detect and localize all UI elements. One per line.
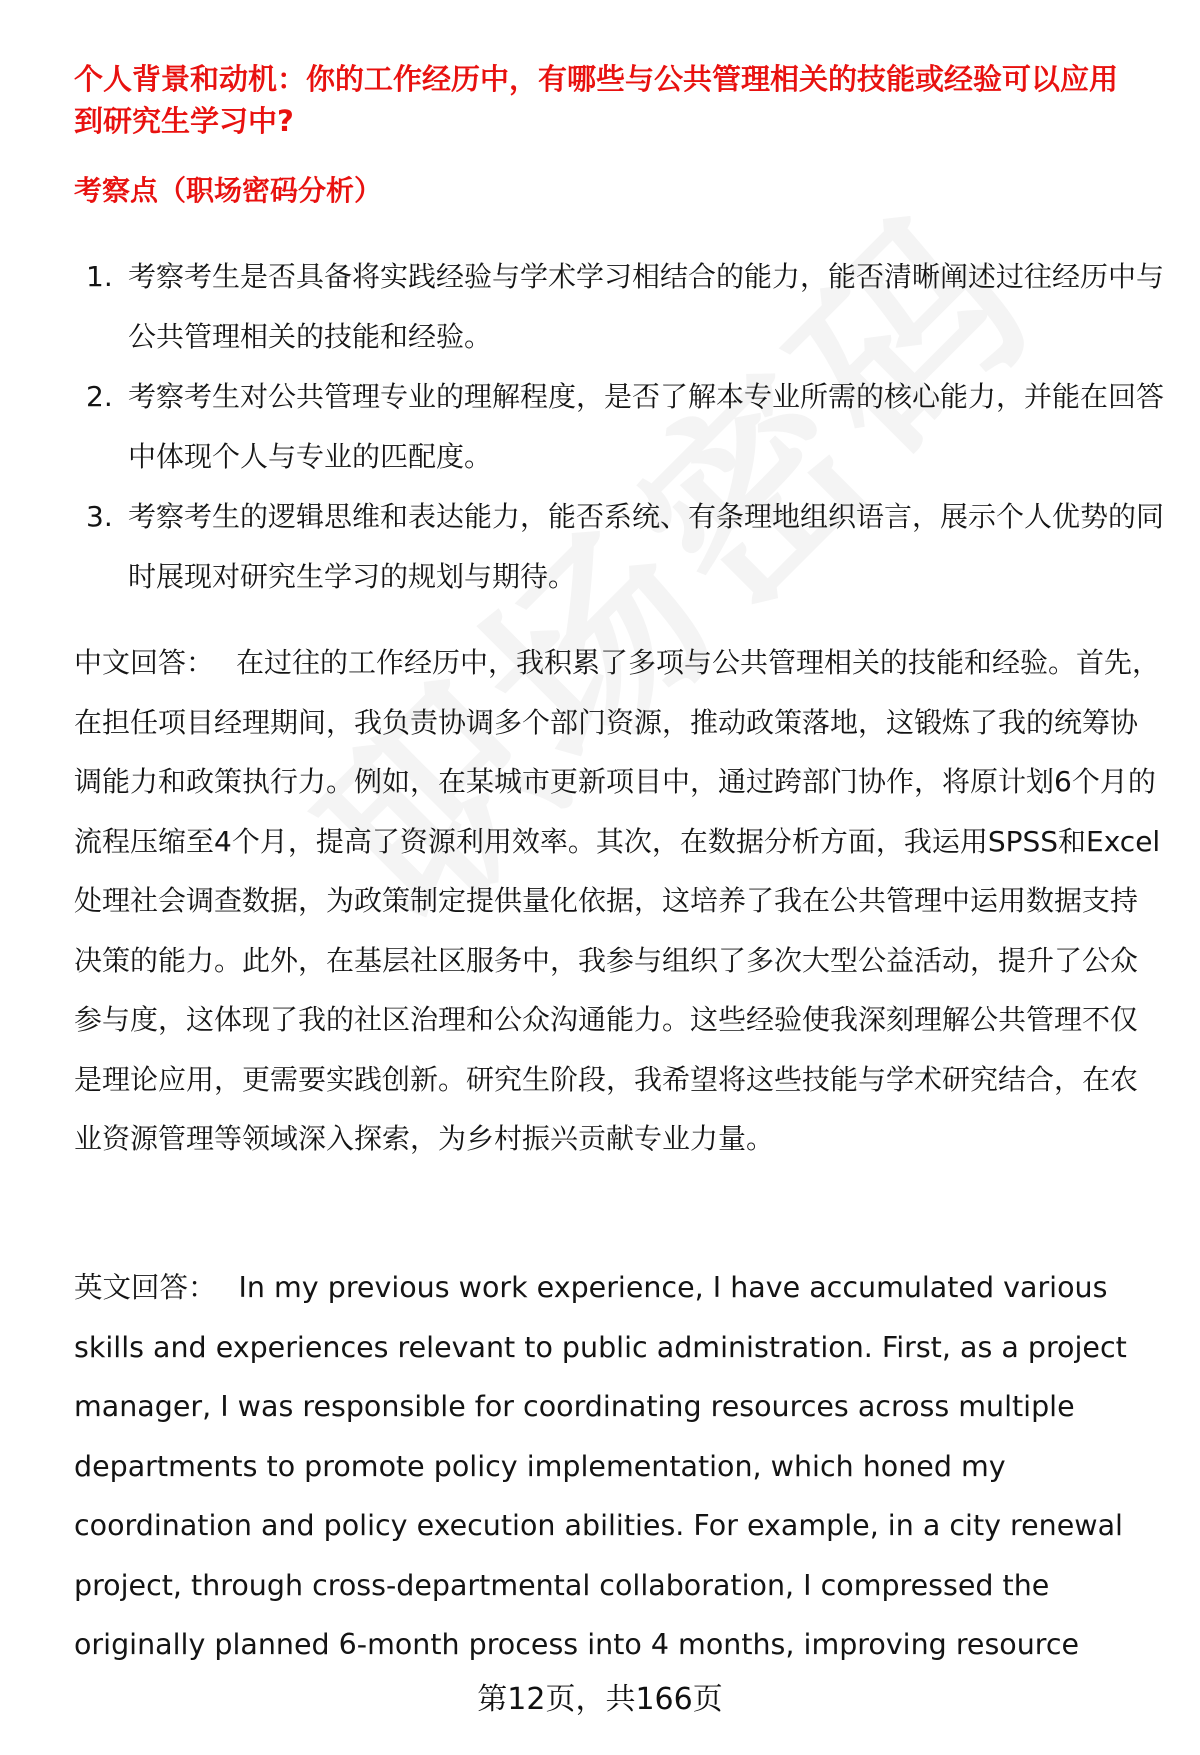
point-text: 考察考生对公共管理专业的理解程度，是否了解本专业所需的核心能力，并能在回答中体现个人与专业的匹配度。 (128, 380, 1165, 473)
point-number: 2. (86, 380, 113, 413)
chinese-answer-text: 在过往的工作经历中，我积累了多项与公共管理相关的技能和经验。首先，在担任项目经理期间，我负责协调多个部门资源，推动政策落地，这锻炼了我的统筹协调能力和政策执行力。例如，在某城市更新项目中，通过跨部门协作，将原计划6个月的流程压缩至4个月，提高了资源利用效率。其次，在数据分析方面，我运用SPSS和Excel处理社会调查数据，为政策制定提供量化依据，这培养了我在公共管理中运用数据支持决策的能力。此外，在基层社区服务中，我参与组织了多次大型公益活动，提升了公众参与度，这体现了我的社区治理和公众沟通能力。这些经验使我深刻理解公共管理不仅是理论应用，更需要实践创新。研究生阶段，我希望将这些技能与学术研究结合，在农业资源管理等领域深入探索，为乡村振兴贡献专业力量。 (74, 646, 1161, 1155)
point-text: 考察考生的逻辑思维和表达能力，能否系统、有条理地组织语言，展示个人优势的同时展现对研究生学习的规划与期待。 (128, 500, 1165, 593)
english-answer-label: 英文回答： (74, 1271, 217, 1304)
point-text: 考察考生是否具备将实践经验与学术学习相结合的能力，能否清晰阐述过往经历中与公共管理相关的技能和经验。 (128, 260, 1165, 353)
examination-points-list (74, 247, 1164, 607)
page-number-footer: 第12页，共166页 (477, 1682, 723, 1717)
english-answer-text: In my previous work experience, I have accumulated various skills and experiences relevant to public administration. First, as a project manager, I was responsible for coordinating resources across multiple departments to promote policy implementation, which honed my coordination and policy execution abilities. For example, in a city renewal project, through cross-departmental collaboration, I compressed the originally planned 6-month process into 4 months, improving resource (74, 1271, 1127, 1661)
examination-heading: 考察点（职场密码分析） (74, 174, 383, 207)
point-number: 1. (86, 260, 113, 293)
examination-point (74, 487, 1164, 607)
examination-point (74, 367, 1164, 487)
point-number: 3. (86, 500, 113, 533)
examination-point (74, 247, 1164, 367)
chinese-answer-label: 中文回答： (74, 646, 215, 679)
chinese-answer-paragraph (74, 633, 1164, 1169)
english-answer-paragraph (74, 1258, 1134, 1675)
question-heading: 个人背景和动机：你的工作经历中，有哪些与公共管理相关的技能或经验可以应用到研究生学习中? (74, 62, 1119, 138)
